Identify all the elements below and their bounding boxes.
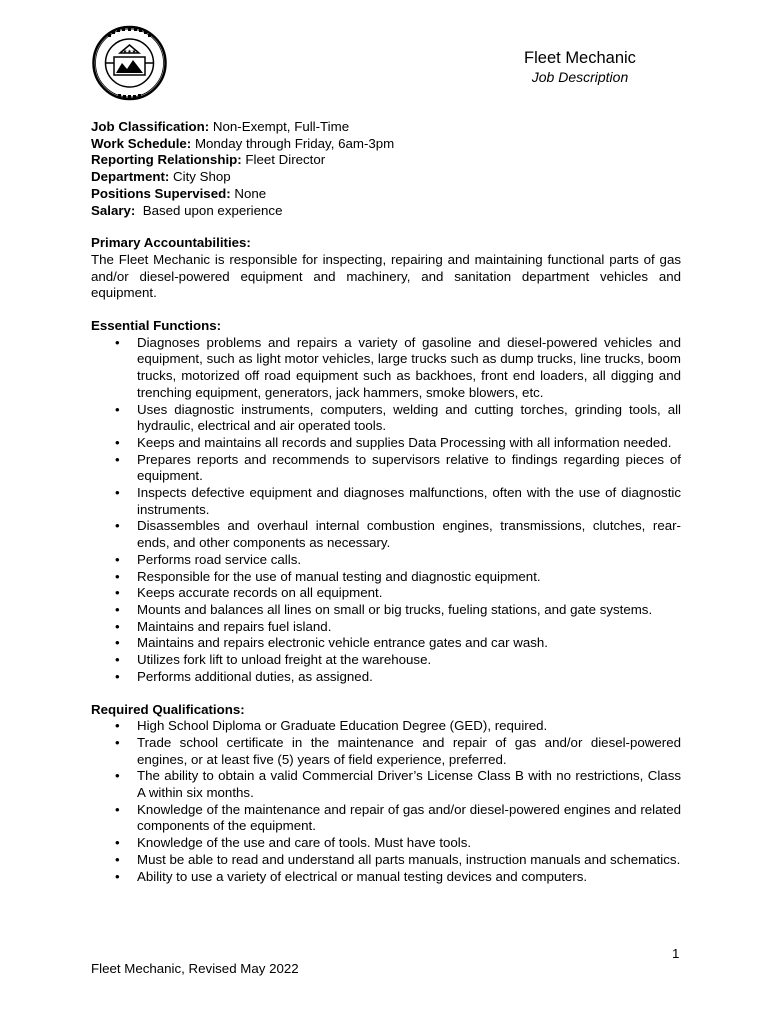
list-item: • Diagnoses problems and repairs a variety of gasoline and diesel-powered vehicles and equipment, such as light motor vehicles, large trucks such as dump trucks, line trucks, boom trucks, motorized off road equipment such as backhoes, front end loaders, all digging and trenching equipment, generators, jack hammers, smoke blowers, etc. bbox=[91, 335, 681, 402]
list-item: • Knowledge of the use and care of tools. Must have tools. bbox=[91, 835, 681, 852]
info-job-classification: Job Classification: Non-Exempt, Full-Time bbox=[91, 119, 350, 134]
list-item: • Performs additional duties, as assigned. bbox=[91, 669, 681, 686]
section-paragraph: The Fleet Mechanic is responsible for inspecting, repairing and maintaining functional parts of gas and/or diesel-powered equipment and machinery, and sanitation department vehicles and equipment. bbox=[91, 251, 681, 301]
list-item: • Prepares reports and recommends to supervisors relative to findings regarding pieces of equipment. bbox=[91, 452, 681, 485]
list-item: • Knowledge of the maintenance and repair of gas and/or diesel-powered engines and related components of the equipment. bbox=[91, 802, 681, 835]
list-item: • Inspects defective equipment and diagnoses malfunctions, often with the use of diagnostic instruments. bbox=[91, 485, 681, 518]
city-seal-icon bbox=[92, 23, 167, 103]
list-item: • Uses diagnostic instruments, computers, welding and cutting torches, grinding tools, all hydraulic, electrical and air operated tools. bbox=[91, 402, 681, 435]
list-item: • Maintains and repairs electronic vehicle entrance gates and car wash. bbox=[91, 635, 681, 652]
list-item: • Utilizes fork lift to unload freight at the warehouse. bbox=[91, 652, 681, 669]
section-heading: Primary Accountabilities: bbox=[91, 235, 251, 251]
info-block bbox=[91, 119, 681, 219]
list-item: • Performs road service calls. bbox=[91, 552, 681, 569]
page-title: Fleet Mechanic bbox=[524, 49, 636, 67]
footer-text: Fleet Mechanic, Revised May 2022 bbox=[91, 961, 299, 976]
info-positions-supervised: Positions Supervised: None bbox=[91, 185, 267, 201]
document-body bbox=[91, 119, 681, 885]
list-item: • Trade school certificate in the maintenance and repair of gas and/or diesel-powered engines, or at least five (5) years of field experience, preferred. bbox=[91, 735, 681, 768]
title-block bbox=[510, 48, 650, 86]
section-heading: Essential Functions: bbox=[91, 318, 222, 334]
list-item: • High School Diploma or Graduate Education Degree (GED), required. bbox=[91, 718, 681, 735]
primary-accountabilities-section bbox=[91, 235, 681, 302]
qualifications-list bbox=[91, 718, 681, 885]
info-work-schedule: Work Schedule: Monday through Friday, 6am-3pm bbox=[91, 135, 395, 151]
list-item: • Ability to use a variety of electrical or manual testing devices and computers. bbox=[91, 869, 681, 886]
list-item: • Responsible for the use of manual testing and diagnostic equipment. bbox=[91, 569, 681, 586]
essential-functions-list bbox=[91, 335, 681, 686]
info-salary: Salary: Based upon experience bbox=[91, 202, 283, 218]
info-department: Department: City Shop bbox=[91, 169, 231, 185]
list-item: • Mounts and balances all lines on small or big trucks, fueling stations, and gate systems. bbox=[91, 602, 681, 619]
page-subtitle: Job Description bbox=[531, 69, 629, 85]
page-number: 1 bbox=[672, 946, 680, 961]
list-item: • The ability to obtain a valid Commercial Driver’s License Class B with no restrictions, Class A within six months. bbox=[91, 768, 681, 801]
svg-text:★★★: ★★★ bbox=[122, 49, 137, 55]
info-reporting-relationship: Reporting Relationship: Fleet Director bbox=[91, 152, 326, 168]
list-item: • Maintains and repairs fuel island. bbox=[91, 619, 681, 636]
essential-functions-section bbox=[91, 318, 681, 685]
list-item: • Keeps accurate records on all equipment. bbox=[91, 585, 681, 602]
list-item: • Must be able to read and understand all parts manuals, instruction manuals and schematics. bbox=[91, 852, 681, 869]
required-qualifications-section bbox=[91, 702, 681, 886]
list-item: • Keeps and maintains all records and supplies Data Processing with all information needed. bbox=[91, 435, 681, 452]
list-item: • Disassembles and overhaul internal combustion engines, transmissions, clutches, rear-ends, and other components as necessary. bbox=[91, 518, 681, 551]
section-heading: Required Qualifications: bbox=[91, 701, 245, 717]
